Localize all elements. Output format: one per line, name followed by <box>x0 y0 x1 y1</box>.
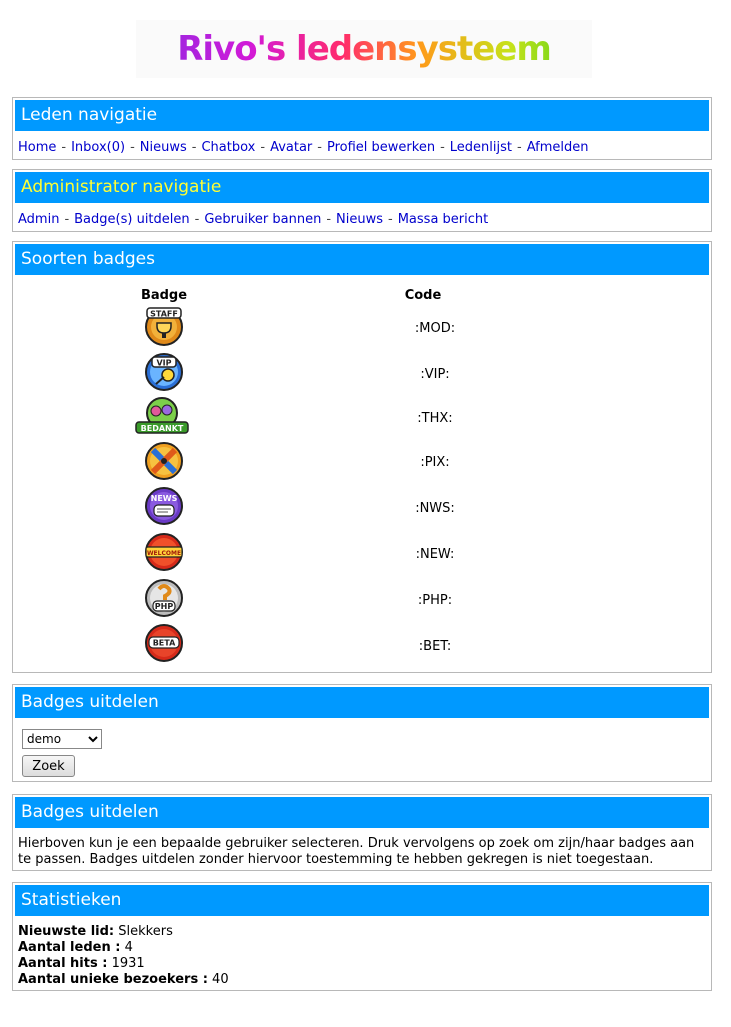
nav-link-home[interactable]: Home <box>18 140 57 155</box>
svg-text:PHP: PHP <box>154 602 174 611</box>
nav-link-inbox[interactable]: Inbox(0) <box>71 140 126 155</box>
stat-value: 4 <box>124 940 133 955</box>
badge-types-panel <box>12 241 712 673</box>
svg-text:BETA: BETA <box>152 638 176 648</box>
nav-link-nieuws[interactable]: Nieuws <box>139 140 187 155</box>
site-logo: Rivo's ledensysteem <box>136 29 592 69</box>
badge-code: :MOD: <box>414 321 456 336</box>
stat-label: Nieuwste lid: <box>18 924 115 939</box>
admin-navigation-panel <box>12 169 712 232</box>
nav-link-admin-nieuws[interactable]: Nieuws <box>336 212 384 227</box>
svg-text:STAFF: STAFF <box>150 309 178 319</box>
nav-link-profiel-bewerken[interactable]: Profiel bewerken <box>326 140 436 155</box>
nav-link-gebruiker-bannen[interactable]: Gebruiker bannen <box>204 212 322 227</box>
logo-banner <box>136 20 592 78</box>
zoek-button[interactable]: Zoek <box>22 755 75 777</box>
welcome-badge-icon <box>143 531 185 573</box>
statistics-panel <box>12 882 712 991</box>
stat-value: Slekkers <box>118 924 173 939</box>
stat-unique-visitors <box>18 972 229 988</box>
badge-assign-panel <box>12 684 712 782</box>
admin-nav-links: Admin - Badge(s) uitdelen - Gebruiker bannen - Nieuws - Massa bericht <box>18 212 489 227</box>
stat-newest-member <box>18 924 173 940</box>
svg-text:BEDANKT: BEDANKT <box>140 424 184 433</box>
badge-code: :PHP: <box>417 593 453 608</box>
nav-link-ledenlijst[interactable]: Ledenlijst <box>449 140 512 155</box>
badge-code: :BET: <box>418 639 452 654</box>
pixel-pencil-badge-icon <box>143 440 185 482</box>
member-navigation-panel <box>12 97 712 160</box>
php-badge-icon <box>143 577 185 619</box>
nav-link-massa-bericht[interactable]: Massa bericht <box>397 212 489 227</box>
nav-link-chatbox[interactable]: Chatbox <box>201 140 256 155</box>
badge-code: :THX: <box>417 411 453 426</box>
vip-badge-icon <box>143 350 185 392</box>
badge-code: :PIX: <box>420 455 450 470</box>
stat-value: 1931 <box>111 956 145 971</box>
panel-title: Badges uitdelen <box>15 797 709 828</box>
user-select[interactable] <box>22 729 102 749</box>
badge-code: :VIP: <box>420 367 450 382</box>
badge-code: :NEW: <box>415 547 455 562</box>
info-text: Hierboven kun je een bepaalde gebruiker selecteren. Druk vervolgens op zoek om zijn/haar badges aan te passen. Badges uitdelen zonder hiervoor toestemming te hebben gekregen is niet toegestaan. <box>18 836 695 867</box>
staff-badge-icon <box>143 305 185 347</box>
stat-value: 40 <box>212 972 229 987</box>
nav-link-avatar[interactable]: Avatar <box>270 140 313 155</box>
beta-badge-icon <box>143 622 185 664</box>
svg-text:WELCOME: WELCOME <box>146 550 182 557</box>
stat-label: Aantal hits : <box>18 956 108 971</box>
nav-link-badges-uitdelen[interactable]: Badge(s) uitdelen <box>74 212 190 227</box>
badge-code: :NWS: <box>415 501 455 516</box>
member-nav-links: Home - Inbox(0) - Nieuws - Chatbox - Avatar - Profiel bewerken - Ledenlijst - Afmelden <box>18 140 589 155</box>
stat-hits <box>18 956 145 972</box>
panel-title: Leden navigatie <box>15 100 709 131</box>
panel-title: Soorten badges <box>15 244 709 275</box>
column-header-code: Code <box>404 288 442 303</box>
stat-member-count <box>18 940 133 956</box>
panel-title: Administrator navigatie <box>15 172 709 203</box>
svg-text:VIP: VIP <box>156 358 172 368</box>
news-badge-icon <box>143 485 185 527</box>
panel-title: Badges uitdelen <box>15 687 709 718</box>
panel-title: Statistieken <box>15 885 709 916</box>
nav-link-afmelden[interactable]: Afmelden <box>526 140 589 155</box>
badge-info-panel <box>12 794 712 871</box>
stat-label: Aantal leden : <box>18 940 121 955</box>
column-header-badge: Badge <box>140 288 188 303</box>
svg-text:NEWS: NEWS <box>150 494 178 503</box>
stat-label: Aantal unieke bezoekers : <box>18 972 208 987</box>
bedankt-badge-icon <box>134 396 190 436</box>
nav-link-admin[interactable]: Admin <box>18 212 60 227</box>
